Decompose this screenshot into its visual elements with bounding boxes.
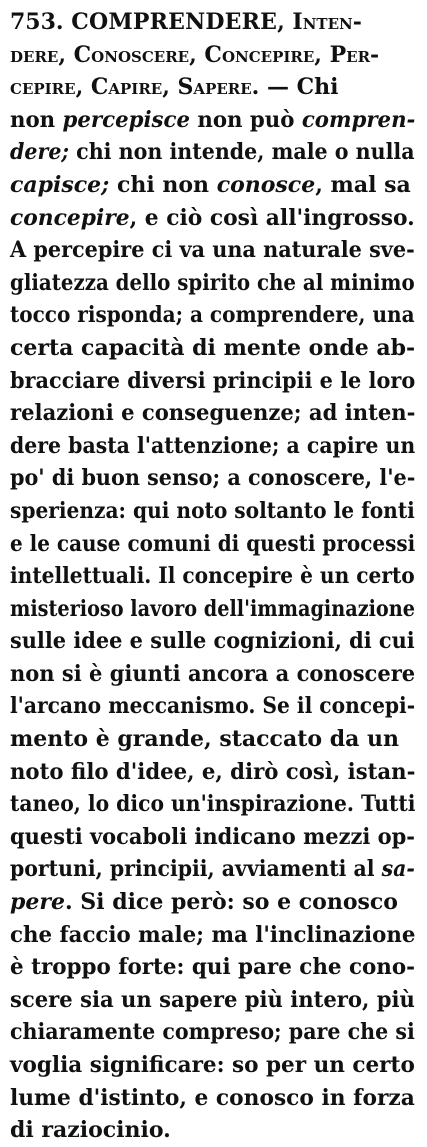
text-line: [10, 104, 416, 137]
text-run: è troppo forte: qui pare che cono-: [10, 954, 416, 981]
text-run: concepire: [10, 204, 130, 231]
text-run: bracciare diversi principii e le loro: [10, 367, 416, 394]
text-run: voglia significare: so per un certo: [10, 1052, 415, 1078]
text-line: [10, 332, 415, 365]
text-run: noto filo d'idee, e, dirò così, istan-: [10, 758, 416, 785]
text-line: [10, 267, 415, 300]
text-run: conosce: [216, 171, 316, 198]
text-run: A percepire ci va una naturale sve-: [10, 237, 415, 264]
text-line: [10, 951, 416, 984]
text-line: [10, 299, 415, 332]
text-run: scere sia un sapere più intero, più: [10, 986, 415, 1013]
text-run: di raziocinio.: [10, 1117, 171, 1144]
text-line: [10, 593, 416, 626]
text-run: non può: [189, 106, 302, 133]
text-run: questi vocaboli indicano mezzi op-: [10, 823, 415, 850]
text-line: [10, 690, 416, 723]
text-run: chi non intende, male o nulla: [69, 139, 415, 166]
text-run: tocco risponda; a comprendere, una: [10, 302, 415, 329]
text-run: chi non: [109, 171, 217, 198]
text-line: [10, 169, 415, 202]
text-line: [10, 495, 415, 528]
entry-headword: COMPRENDERE: [71, 9, 278, 35]
text-run: lume d'istinto, e conosco in forza: [10, 1084, 415, 1111]
text-line: [10, 886, 415, 919]
text-run: , Inten-: [277, 9, 362, 35]
text-run: l'arcano meccanismo. Se il concepi-: [10, 693, 416, 720]
text-line: [10, 462, 416, 495]
text-line: [10, 71, 415, 104]
text-run: relazioni e conseguenze; ad inten-: [10, 400, 416, 427]
text-run: sperienza: qui noto soltanto le fonti: [10, 497, 415, 524]
text-line: [10, 788, 416, 821]
text-line: [10, 984, 415, 1017]
text-run: cepire, Capire, Sapere.: [10, 74, 260, 101]
entry-number: 753.: [10, 9, 72, 35]
text-line: [10, 6, 415, 39]
text-run: portuni, principii, avviamenti al: [10, 856, 382, 883]
text-run: chiaramente compreso; pare che si: [10, 1019, 415, 1046]
text-line: [10, 1082, 415, 1115]
text-line: [10, 723, 415, 756]
text-run: intellettuali. Il concepire è un certo: [10, 563, 415, 590]
text-line: [10, 821, 415, 854]
text-line: [10, 1114, 415, 1147]
text-run: sa-: [381, 856, 415, 883]
text-run: gliatezza dello spirito che al minimo: [10, 269, 415, 296]
text-line: [10, 560, 415, 593]
text-line: [10, 1049, 415, 1082]
text-run: e le cause comuni di questi processi: [10, 530, 416, 557]
text-line: [10, 365, 416, 398]
text-line: [10, 528, 416, 561]
text-run: sulle idee e sulle cognizioni, di cui: [10, 628, 415, 655]
text-run: , e ciò così all'ingrosso.: [129, 204, 415, 231]
text-run: po' di buon senso; a conoscere, l'e-: [10, 465, 416, 492]
text-run: . Si dice però: so e conosco: [64, 889, 398, 916]
text-line: [10, 202, 415, 235]
text-run: percepisce: [62, 106, 190, 133]
text-run: taneo, lo dico un'inspirazione. Tutti: [10, 791, 416, 818]
text-run: dere, Conoscere, Concepire, Per-: [10, 41, 380, 68]
text-line: [10, 430, 416, 463]
text-line: [10, 234, 415, 267]
text-run: dere;: [10, 139, 70, 166]
text-run: , mal sa: [315, 171, 411, 198]
entry-753-text: [10, 6, 415, 1147]
text-line: [10, 39, 415, 72]
text-run: capisce;: [10, 171, 110, 198]
text-run: pere: [10, 889, 65, 916]
text-line: [10, 625, 415, 658]
text-line: [10, 136, 415, 169]
text-run: mento è grande, staccato da un: [10, 726, 399, 753]
text-run: certa capacità di mente onde ab-: [10, 334, 416, 361]
text-run: misterioso lavoro dell'immaginazione: [10, 595, 416, 622]
text-line: [10, 756, 416, 789]
text-line: [10, 853, 415, 886]
text-line: [10, 658, 416, 691]
text-run: dere basta l'attenzione; a capire un: [10, 432, 416, 459]
text-run: — Chi: [259, 74, 339, 101]
text-line: [10, 397, 416, 430]
text-run: che faccio male; ma l'inclinazione: [10, 921, 416, 948]
text-run: non: [10, 106, 63, 133]
text-run: compren-: [301, 106, 416, 133]
text-line: [10, 919, 416, 952]
text-run: non si è giunti ancora a conoscere: [10, 660, 416, 687]
